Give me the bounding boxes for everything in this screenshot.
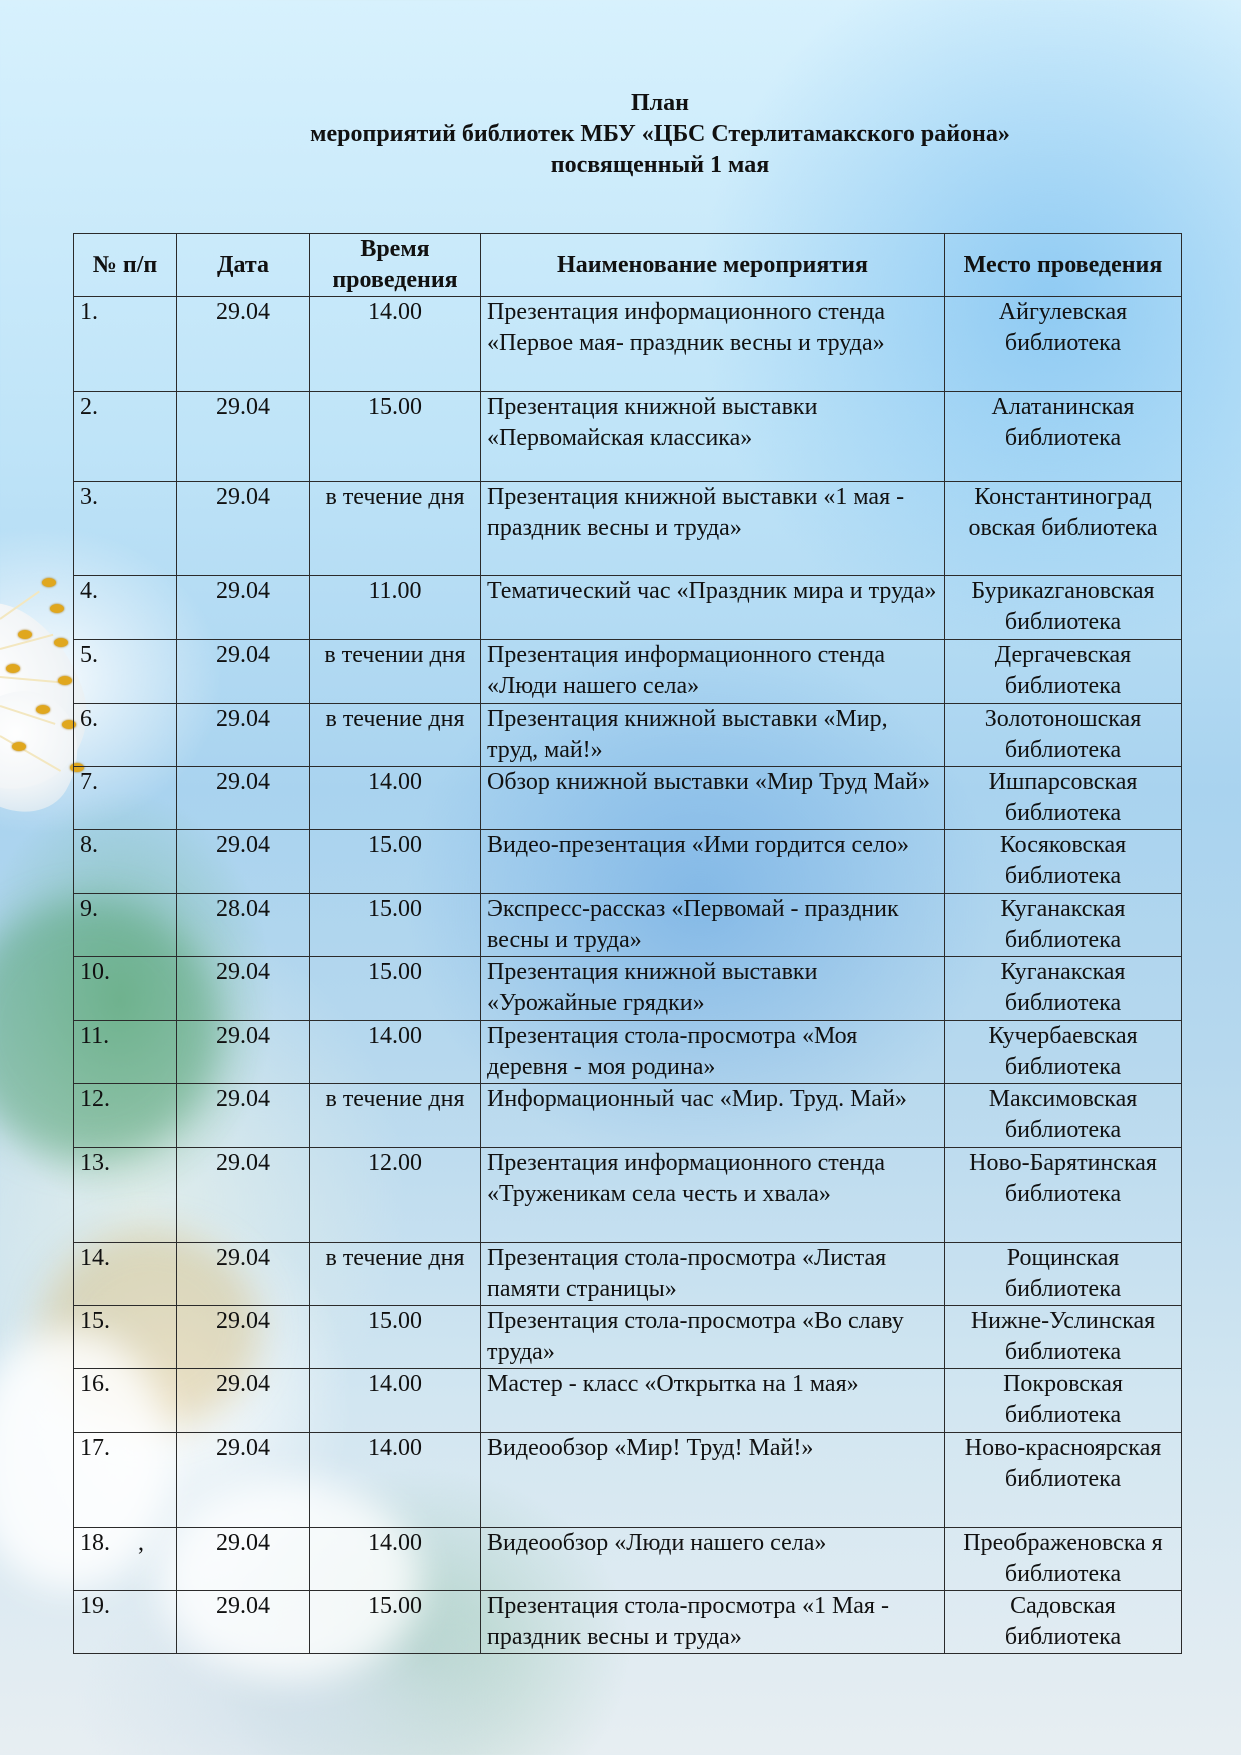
row-place (945, 1591, 1182, 1654)
row-num-text: 3. (80, 484, 98, 510)
header-time: Время проведения (310, 234, 481, 297)
row-num (74, 1433, 177, 1528)
row-date (177, 767, 310, 830)
row-num (74, 1243, 177, 1306)
header-place: Место проведения (945, 234, 1182, 297)
title-line-1: План (631, 90, 689, 116)
row-place-text: Ишпарсовская библиотека (988, 769, 1138, 826)
row-time (310, 1084, 481, 1148)
row-place-text: Кучербаевская библиотека (988, 1023, 1138, 1080)
row-place-text: Преображеновска я библиотека (963, 1530, 1163, 1587)
table-row (74, 1433, 1182, 1528)
row-time (310, 767, 481, 830)
row-date (177, 1528, 310, 1591)
row-date (177, 482, 310, 576)
row-date (177, 576, 310, 640)
row-date-text: 29.04 (216, 706, 270, 732)
row-event-name-text: Презентация стола-просмотра «Во славу труда» (487, 1308, 904, 1365)
row-place-text: Куганакская библиотека (1000, 959, 1126, 1016)
row-place-text: Золотоношская библиотека (984, 706, 1142, 763)
row-event-name-text: Презентация стола-просмотра «Листая памяти страницы» (487, 1245, 887, 1302)
row-num (74, 830, 177, 894)
table-row (74, 1021, 1182, 1084)
row-num-text: 16. (80, 1371, 110, 1397)
row-place (945, 1528, 1182, 1591)
row-event-name (481, 1148, 945, 1243)
row-event-name (481, 957, 945, 1021)
row-date (177, 1021, 310, 1084)
row-event-name-text: Экспресс-рассказ «Первомай - праздник весны и труда» (487, 896, 899, 953)
row-time (310, 297, 481, 392)
row-num-text: 9. (80, 896, 98, 922)
row-place-text: Садовская библиотека (1004, 1593, 1122, 1650)
row-date-text: 29.04 (216, 642, 270, 668)
row-num (74, 640, 177, 704)
table-row (74, 297, 1182, 392)
row-place (945, 640, 1182, 704)
row-place (945, 392, 1182, 482)
row-date-text: 29.04 (216, 1086, 270, 1112)
row-num (74, 1148, 177, 1243)
row-event-name (481, 767, 945, 830)
row-place-text: Косяковская библиотека (999, 832, 1127, 889)
table-row (74, 1084, 1182, 1148)
row-time-text: 14.00 (368, 1530, 422, 1556)
row-event-name-text: Презентация книжной выставки «Урожайные грядки» (487, 959, 818, 1016)
row-time-text: в течении дня (324, 642, 466, 668)
row-date-text: 29.04 (216, 959, 270, 985)
table-row (74, 392, 1182, 482)
row-event-name-text: Презентация информационного стенда «Первое мая- праздник весны и труда» (487, 299, 886, 356)
row-time-text: в течение дня (325, 1086, 465, 1112)
row-date-text: 29.04 (216, 1308, 270, 1334)
row-time (310, 830, 481, 894)
row-event-name (481, 1306, 945, 1369)
row-place-text: Айгулевская библиотека (998, 299, 1128, 356)
row-event-name (481, 1243, 945, 1306)
row-date-text: 29.04 (216, 1530, 270, 1556)
row-num-text: 4. (80, 578, 98, 604)
header-date: Дата (177, 234, 310, 297)
row-date (177, 297, 310, 392)
row-date-text: 29.04 (216, 1023, 270, 1049)
row-num-text: 13. (80, 1150, 110, 1176)
row-time (310, 1306, 481, 1369)
row-place (945, 894, 1182, 957)
row-date-text: 29.04 (216, 1435, 270, 1461)
row-time (310, 704, 481, 767)
table-row (74, 1306, 1182, 1369)
table-row (74, 1243, 1182, 1306)
row-time (310, 1433, 481, 1528)
row-date (177, 957, 310, 1021)
row-date (177, 1148, 310, 1243)
row-place (945, 1148, 1182, 1243)
row-num (74, 1591, 177, 1654)
row-place (945, 767, 1182, 830)
row-time-text: 14.00 (368, 1435, 422, 1461)
title-line-3: посвященный 1 мая (550, 152, 770, 178)
row-event-name-text: Видео-презентация «Ими гордится село» (487, 832, 910, 858)
row-date (177, 704, 310, 767)
row-event-name-text: Презентация информационного стенда «Люди нашего села» (487, 642, 886, 699)
row-date (177, 1369, 310, 1433)
row-event-name-text: Презентация стола-просмотра «1 Мая - праздник весны и труда» (487, 1593, 889, 1650)
table-row (74, 767, 1182, 830)
row-place (945, 482, 1182, 576)
row-event-name-text: Презентация стола-просмотра «Моя деревня - моя родина» (487, 1023, 858, 1080)
row-event-name (481, 1021, 945, 1084)
header-name: Наименование мероприятия (481, 234, 945, 297)
row-num (74, 297, 177, 392)
row-date (177, 1591, 310, 1654)
document-title (0, 88, 1241, 181)
row-num (74, 1021, 177, 1084)
row-num-text: 18. (80, 1530, 110, 1556)
row-event-name (481, 1591, 945, 1654)
row-time-text: 14.00 (368, 769, 422, 795)
row-date-text: 29.04 (216, 394, 270, 420)
row-time-text: 15.00 (368, 896, 422, 922)
row-num (74, 482, 177, 576)
table-row (74, 482, 1182, 576)
row-time (310, 640, 481, 704)
row-event-name (481, 704, 945, 767)
row-event-name (481, 640, 945, 704)
row-time (310, 1528, 481, 1591)
row-event-name-text: Презентация информационного стенда «Труженикам села честь и хвала» (487, 1150, 886, 1207)
header-num: № п/п (74, 234, 177, 297)
row-time-text: в течение дня (325, 706, 465, 732)
events-table (73, 233, 1182, 1654)
row-time-text: 14.00 (368, 1023, 422, 1049)
row-time-text: 14.00 (368, 1371, 422, 1397)
row-time-text: 15.00 (368, 1593, 422, 1619)
row-num (74, 704, 177, 767)
row-num (74, 957, 177, 1021)
row-time (310, 1369, 481, 1433)
row-date-text: 28.04 (216, 896, 270, 922)
row-time (310, 576, 481, 640)
row-event-name-text: Презентация книжной выставки «1 мая - праздник весны и труда» (487, 484, 905, 541)
row-date (177, 1306, 310, 1369)
row-num-text: 12. (80, 1086, 110, 1112)
row-num (74, 1306, 177, 1369)
row-place (945, 957, 1182, 1021)
row-event-name-text: Видеообзор «Люди нашего села» (487, 1530, 827, 1556)
table-row (74, 1369, 1182, 1433)
table-header-row (74, 234, 1182, 297)
row-event-name-text: Видеообзор «Мир! Труд! Май!» (487, 1435, 814, 1461)
row-place-text: Ново-Барятинская библиотека (969, 1150, 1157, 1207)
row-time (310, 1021, 481, 1084)
row-num-text: 2. (80, 394, 98, 420)
row-event-name (481, 482, 945, 576)
row-event-name (481, 830, 945, 894)
row-date-text: 29.04 (216, 832, 270, 858)
table-row (74, 1148, 1182, 1243)
row-place (945, 1084, 1182, 1148)
row-place (945, 1021, 1182, 1084)
row-num (74, 894, 177, 957)
row-place-text: Бурикazгановская библиотека (971, 578, 1155, 635)
row-date-text: 29.04 (216, 1150, 270, 1176)
row-place (945, 576, 1182, 640)
row-time-text: 11.00 (368, 578, 422, 604)
table-row (74, 640, 1182, 704)
row-time (310, 1243, 481, 1306)
row-date (177, 1084, 310, 1148)
row-date (177, 1433, 310, 1528)
row-event-name (481, 1528, 945, 1591)
row-date (177, 894, 310, 957)
row-num (74, 576, 177, 640)
row-event-name-text: Тематический час «Праздник мира и труда» (487, 578, 937, 604)
row-date-text: 29.04 (216, 1245, 270, 1271)
row-time-text: 15.00 (368, 394, 422, 420)
row-place-text: Ново-красноярская библиотека (964, 1435, 1162, 1492)
row-time-text: 15.00 (368, 1308, 422, 1334)
row-place-text: Максимовская библиотека (988, 1086, 1138, 1143)
row-event-name (481, 1084, 945, 1148)
row-date (177, 1243, 310, 1306)
row-place (945, 1306, 1182, 1369)
row-num (74, 1084, 177, 1148)
row-time (310, 1148, 481, 1243)
row-place-text: Константиноград овская библиотека (968, 484, 1158, 541)
row-num (74, 1369, 177, 1433)
row-event-name-text: Мастер - класс «Открытка на 1 мая» (487, 1371, 859, 1397)
row-date (177, 830, 310, 894)
row-num-text: 8. (80, 832, 98, 858)
row-num-text: 1. (80, 299, 98, 325)
row-time (310, 482, 481, 576)
row-date (177, 392, 310, 482)
row-event-name-text: Презентация книжной выставки «Мир, труд, май!» (487, 706, 888, 763)
row-event-name-text: Презентация книжной выставки «Первомайская классика» (487, 394, 818, 451)
title-line-2: мероприятий библиотек МБУ «ЦБС Стерлитамакского района» (310, 121, 1010, 147)
row-place-text: Алатанинская библиотека (991, 394, 1135, 451)
row-place-text: Дергачевская библиотека (994, 642, 1132, 699)
row-date-text: 29.04 (216, 1371, 270, 1397)
row-num-text: 11. (80, 1023, 110, 1049)
table-row (74, 1528, 1182, 1591)
row-time-text: 15.00 (368, 959, 422, 985)
row-num-text: 10. (80, 959, 110, 985)
row-event-name-text: Информационный час «Мир. Труд. Май» (487, 1086, 907, 1112)
row-event-name (481, 297, 945, 392)
row-event-name (481, 894, 945, 957)
row-place-text: Куганакская библиотека (1000, 896, 1126, 953)
row-place (945, 830, 1182, 894)
row-num (74, 767, 177, 830)
row-event-name-text: Обзор книжной выставки «Мир Труд Май» (487, 769, 931, 795)
row-date-text: 29.04 (216, 484, 270, 510)
row-time-text: 15.00 (368, 832, 422, 858)
row-date (177, 640, 310, 704)
row-place-text: Рощинская библиотека (1004, 1245, 1122, 1302)
row-place (945, 704, 1182, 767)
row-time (310, 1591, 481, 1654)
table-row (74, 1591, 1182, 1654)
row-num-text: 15. (80, 1308, 110, 1334)
row-time-text: 12.00 (368, 1150, 422, 1176)
row-date-text: 29.04 (216, 769, 270, 795)
row-num-text: 14. (80, 1245, 110, 1271)
table-row (74, 894, 1182, 957)
row-num-text: 7. (80, 769, 98, 795)
row-date-text: 29.04 (216, 1593, 270, 1619)
row-place-text: Покровская библиотека (1003, 1371, 1123, 1428)
row-num-text: 17. (80, 1435, 110, 1461)
row-time-text: в течение дня (325, 484, 465, 510)
row-num-text: 6. (80, 706, 98, 732)
row-place (945, 1243, 1182, 1306)
row-place (945, 1369, 1182, 1433)
row-event-name (481, 1369, 945, 1433)
row-place (945, 1433, 1182, 1528)
table-row (74, 830, 1182, 894)
row-place-text: Нижне-Услинская библиотека (970, 1308, 1156, 1365)
table-row (74, 957, 1182, 1021)
row-num-text: 5. (80, 642, 98, 668)
row-time (310, 392, 481, 482)
table-row (74, 576, 1182, 640)
row-time-text: в течение дня (325, 1245, 465, 1271)
row-num (74, 1528, 177, 1591)
row-time (310, 894, 481, 957)
row-event-name (481, 392, 945, 482)
row-num (74, 392, 177, 482)
row-event-name (481, 1433, 945, 1528)
table-row (74, 704, 1182, 767)
row-date-text: 29.04 (216, 578, 270, 604)
row-place (945, 297, 1182, 392)
row-time (310, 957, 481, 1021)
row-date-text: 29.04 (216, 299, 270, 325)
row-num-mark: , (138, 1530, 144, 1556)
row-event-name (481, 576, 945, 640)
row-num-text: 19. (80, 1593, 110, 1619)
row-time-text: 14.00 (368, 299, 422, 325)
